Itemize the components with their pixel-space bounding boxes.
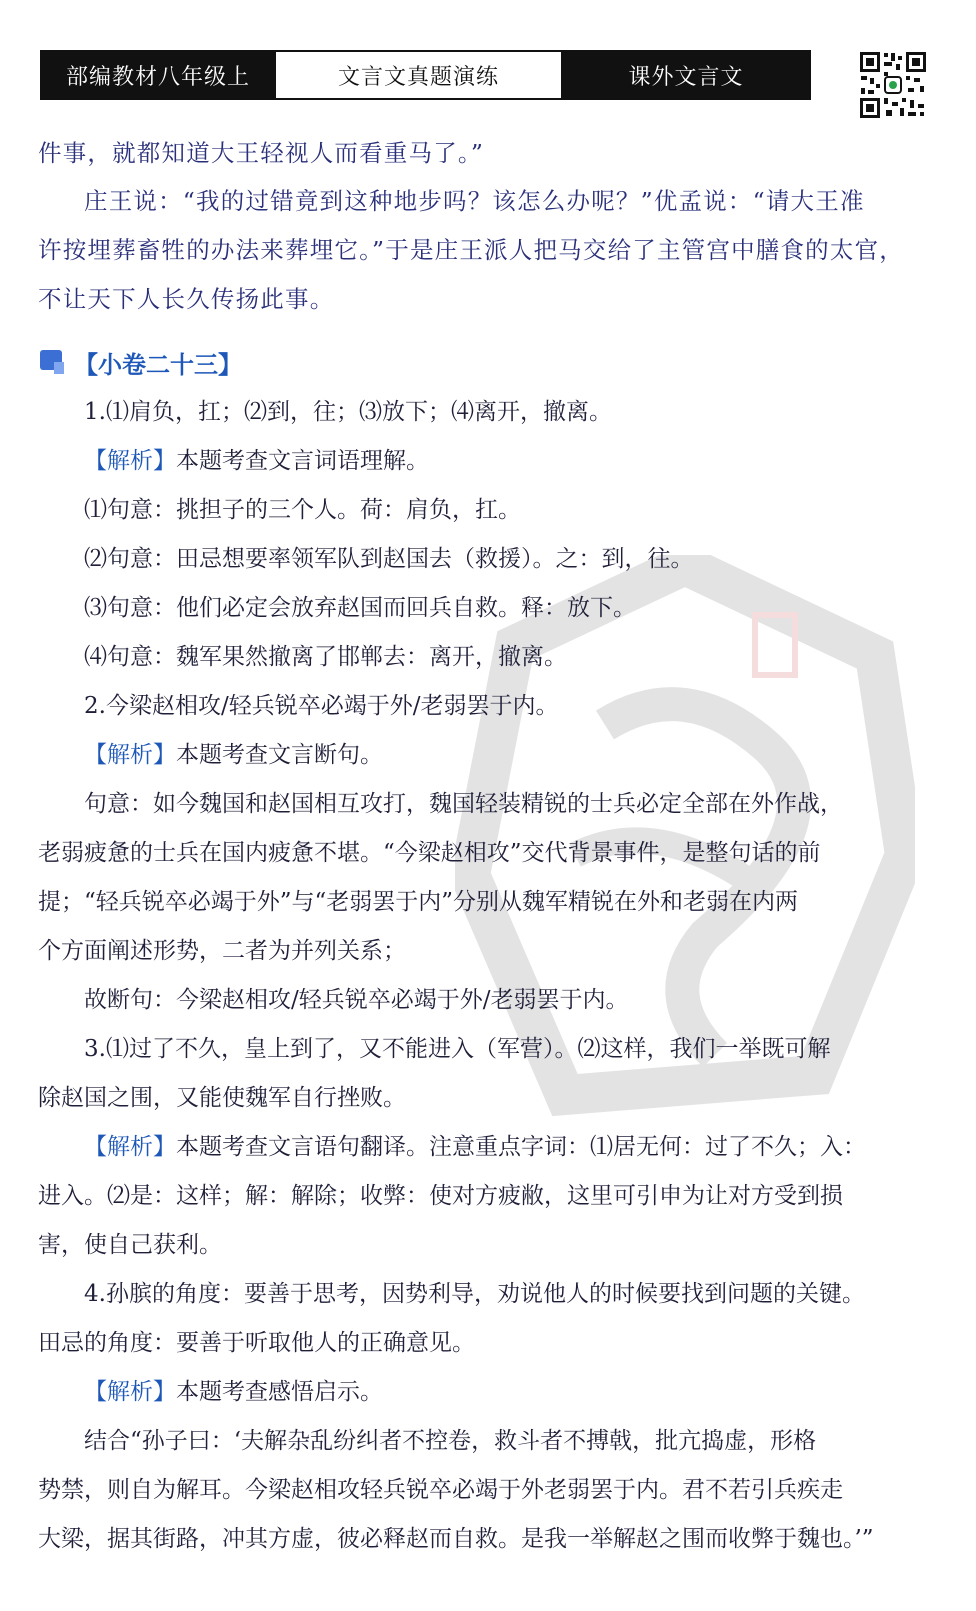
text-line: 提；“轻兵锐卒必竭于外”与“老弱罢于内”分别从魏军精锐在外和老弱在内两 xyxy=(38,889,799,915)
section-title: 【小卷二十三】 xyxy=(74,350,242,379)
text-line: 许按埋葬畜牲的办法来葬埋它。”于是庄王派人把马交给了主管宫中膳食的太官， xyxy=(38,236,904,264)
answer-4-analysis xyxy=(84,1377,383,1407)
text-line: 除赵国之围，又能使魏军自行挫败。 xyxy=(38,1085,406,1111)
qr-code-icon[interactable] xyxy=(858,50,928,120)
answer-1-sub: ⑴句意：挑担子的三个人。荷：肩负，扛。 xyxy=(84,497,521,523)
analysis-tag: 【解析】 xyxy=(84,448,176,474)
text-line: 害，使自己获利。 xyxy=(38,1232,222,1258)
bookmark-icon xyxy=(38,348,66,376)
text-line: 庄王说：“我的过错竟到这种地步吗？该怎么办呢？”优孟说：“请大王准 xyxy=(84,187,865,215)
header-category: 课外文言文 xyxy=(563,52,809,98)
text-line: 故断句：今梁赵相攻/轻兵锐卒必竭于外/老弱罢于内。 xyxy=(84,987,629,1013)
text-line: 不让天下人长久传扬此事。 xyxy=(38,285,335,313)
answer-2: 2.今梁赵相攻/轻兵锐卒必竭于外/老弱罢于内。 xyxy=(84,693,559,719)
answer-2-analysis xyxy=(84,740,383,770)
answer-4: 4.孙膑的角度：要善于思考，因势利导，劝说他人的时候要找到问题的关键。 xyxy=(84,1281,865,1307)
header-grade: 部编教材八年级上 xyxy=(42,52,274,98)
analysis-tag: 【解析】 xyxy=(84,1379,176,1405)
answer-1: 1.⑴肩负，扛；⑵到，往；⑶放下；⑷离开，撤离。 xyxy=(84,399,612,425)
analysis-text: 本题考查感悟启示。 xyxy=(176,1379,383,1405)
text-line: 句意：如今魏国和赵国相互攻打，魏国轻装精锐的士兵必定全部在外作战， xyxy=(84,791,843,817)
text-line: 大梁，据其街路，冲其方虚，彼必释赵而自救。是我一举解赵之围而收弊于魏也。’” xyxy=(38,1526,874,1552)
text-line: 老弱疲惫的士兵在国内疲惫不堪。“今梁赵相攻”交代背景事件，是整句话的前 xyxy=(38,840,821,866)
text-line: 田忌的角度：要善于听取他人的正确意见。 xyxy=(38,1330,475,1356)
analysis-text: 本题考查文言断句。 xyxy=(176,742,383,768)
analysis-tag: 【解析】 xyxy=(84,742,176,768)
analysis-tag: 【解析】 xyxy=(84,1134,176,1160)
answer-3-analysis xyxy=(84,1132,866,1162)
header-bar xyxy=(40,50,811,100)
header-topic: 文言文真题演练 xyxy=(274,52,563,98)
text-line: 件事，就都知道大王轻视人而看重马了。” xyxy=(38,139,485,167)
answer-1-sub: ⑵句意：田忌想要率领军队到赵国去（救援）。之：到，往。 xyxy=(84,546,694,572)
text-line: 势禁，则自为解耳。今梁赵相攻轻兵锐卒必竭于外老弱罢于内。君不若引兵疾走 xyxy=(38,1477,843,1503)
analysis-text: 本题考查文言词语理解。 xyxy=(176,448,429,474)
text-line: 个方面阐述形势，二者为并列关系； xyxy=(38,938,406,964)
text-line: 结合“孙子曰：‘夫解杂乱纷纠者不控卷，救斗者不搏戟，批亢捣虚，形格 xyxy=(84,1428,817,1454)
analysis-text: 本题考查文言语句翻译。注意重点字词：⑴居无何：过了不久；入： xyxy=(176,1134,866,1160)
answer-1-analysis xyxy=(84,446,429,476)
section-heading xyxy=(38,342,242,382)
text-line: 进入。⑵是：这样；解：解除；收弊：使对方疲敝，这里可引申为让对方受到损 xyxy=(38,1183,843,1209)
answer-1-sub: ⑶句意：他们必定会放弃赵国而回兵自救。释：放下。 xyxy=(84,595,636,621)
answer-1-sub: ⑷句意：魏军果然撤离了邯郸去：离开，撤离。 xyxy=(84,644,567,670)
answer-3: 3.⑴过了不久，皇上到了，又不能进入（军营）。⑵这样，我们一举既可解 xyxy=(84,1036,831,1062)
